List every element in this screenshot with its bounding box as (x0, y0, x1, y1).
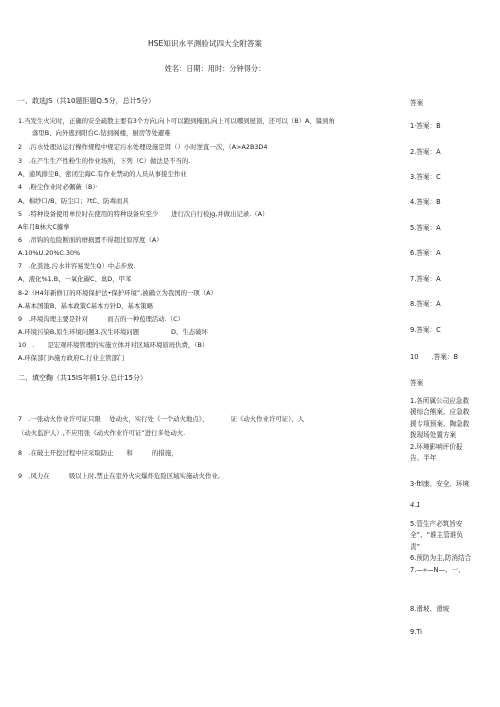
question-line: 1.当发生火灾时，正确的安全疏散主要有3个方向,向卜可以跑到掩面,向上可以哪到屋顶，还可以（B）A、躲到角 (18, 117, 335, 125)
question-line: 8-2（H4年新修订的环境保护法•保护环境”,被确立为我国的一项（A） (18, 289, 217, 297)
question-line: 7 .一张动火作业许可证只限 处动火，实行处《一个动火地点》、 证《动火作业许可证）、人 (18, 415, 305, 423)
answer-line: 援综合熊案、应急救 (410, 408, 470, 417)
question-line: 7 .化粪池.污水井容易发生Q）中忐步放. (18, 262, 136, 270)
answer-item: 1·答案：B (410, 122, 441, 130)
answer-line: 1.各所属公司应急救 (410, 397, 470, 405)
section-2-heading: 二、填空鞠（共15IS年顿1分.总计15分） (18, 374, 148, 382)
answer-line: 9.Ti (410, 628, 422, 636)
answer-item: 6.答案：A (410, 249, 441, 257)
answer-item: 3.答案：C (410, 173, 441, 181)
answer-line: 全”、“谁主管谁负 (410, 531, 463, 540)
answer-item: 4.答案：B (410, 198, 441, 206)
document-meta-line: 姓名：日期：用时：分钟得分： (164, 64, 266, 73)
answer-line: 告、半年 (410, 454, 437, 463)
question-line: 4 .粉尘作业时必佩薇（B）· (18, 183, 98, 191)
answer-line: 6.预防为主,防消结合 (410, 554, 472, 563)
answer-line: 责” (410, 542, 421, 551)
answer-item: 2.答案：A (410, 148, 441, 156)
answer-item: 5.答案：A (410, 224, 441, 232)
answer-line: 3·ftl康、安全、环境 (410, 480, 470, 488)
question-line: 5 .特种设备使用单位时在使用的特种设备应至少 进行次自行检jg,并做出记录.（A） (18, 210, 269, 218)
question-line: （动火监护人）,不应用张《动火作业许可证”进行多处动火. (18, 429, 186, 437)
question-line: 落里B、向外逃到阳台C.钻到阁楼，厨房等处避难 (32, 129, 171, 137)
question-line: 3 .在产生生产性粉生的作业场所，下列（C）做法是不当的. (18, 157, 191, 165)
answer-line: 2.环境影响评价报 (410, 442, 463, 451)
question-line: 6 .吊钩的危险断面的磨损置不得超过原厚度（A） (18, 236, 163, 244)
question-line: A年月B林大C據拳 (18, 223, 70, 231)
question-line: A.环境污染B,原生环境问题3.次生环境问题 D、生态破坏 (18, 328, 208, 336)
answer-line: 7.—«—N—、一、 (410, 565, 465, 574)
question-line: 9 .环境沟理主要是针对 而吉的一种苞理活动.（C） (18, 315, 184, 323)
answers-1-heading: 答案 (410, 99, 424, 107)
question-line: A.基本国策B、基本政策C基本方针D、基本策略 (18, 302, 154, 310)
document-title: HSE知识水平测验试四大全附答案 (147, 39, 263, 48)
question-line: A、通风排尘B、密闭尘海C.有作业禁动的人员从事接尘作业 (18, 170, 187, 178)
answer-item: 7.答案：A (410, 275, 441, 283)
answer-block-1 (410, 396, 490, 464)
section-1-heading: 一、敢选JS（共10题拒题Q.5分，总计5分） (18, 97, 156, 105)
question-line: 8 .在破土开挖过程中应采取防止 和 的措施， (18, 449, 178, 457)
question-line: 2 .污水处理站运行操作规程中规定污水处理设施是饵（）小时逆直一次，（A>A2B3D4 (18, 143, 268, 151)
answer-line: 拨现场处置方案 (410, 431, 457, 440)
question-line: 10 . 是宏观环境管理的实施立体并对区域环境质班仇费，（B） (18, 341, 209, 349)
question-line: A、液化%1.B、一氧化碳C、臭D、甲苯 (18, 275, 132, 283)
answer-item: 10 .答案：B (410, 353, 458, 361)
answers-2-heading: 答案 (410, 379, 424, 387)
answer-line: 援专项预案、陶急救 (410, 419, 470, 428)
question-line: 9 .风力在 级以上时,禁止在室外火灾爆炸危险区域实施动火作业, (18, 472, 220, 480)
question-line: A.10%U.20%C.30% (18, 249, 81, 257)
answer-line: 5.管生产必筑旨安 (410, 520, 463, 528)
answer-item: 9.答案：C (410, 326, 441, 334)
question-line: A、棉纱口/B、防尘口；?tC、防毒而具 (18, 197, 129, 205)
answer-item: 8.答案：A (410, 300, 441, 308)
question-line: A.环保部门h施方政府C,行业主管部门 (18, 354, 125, 362)
answer-line: 4.1 (410, 501, 421, 509)
answer-block-5 (410, 519, 490, 576)
answer-line: 8.滑坡、滑坡 (410, 605, 450, 613)
